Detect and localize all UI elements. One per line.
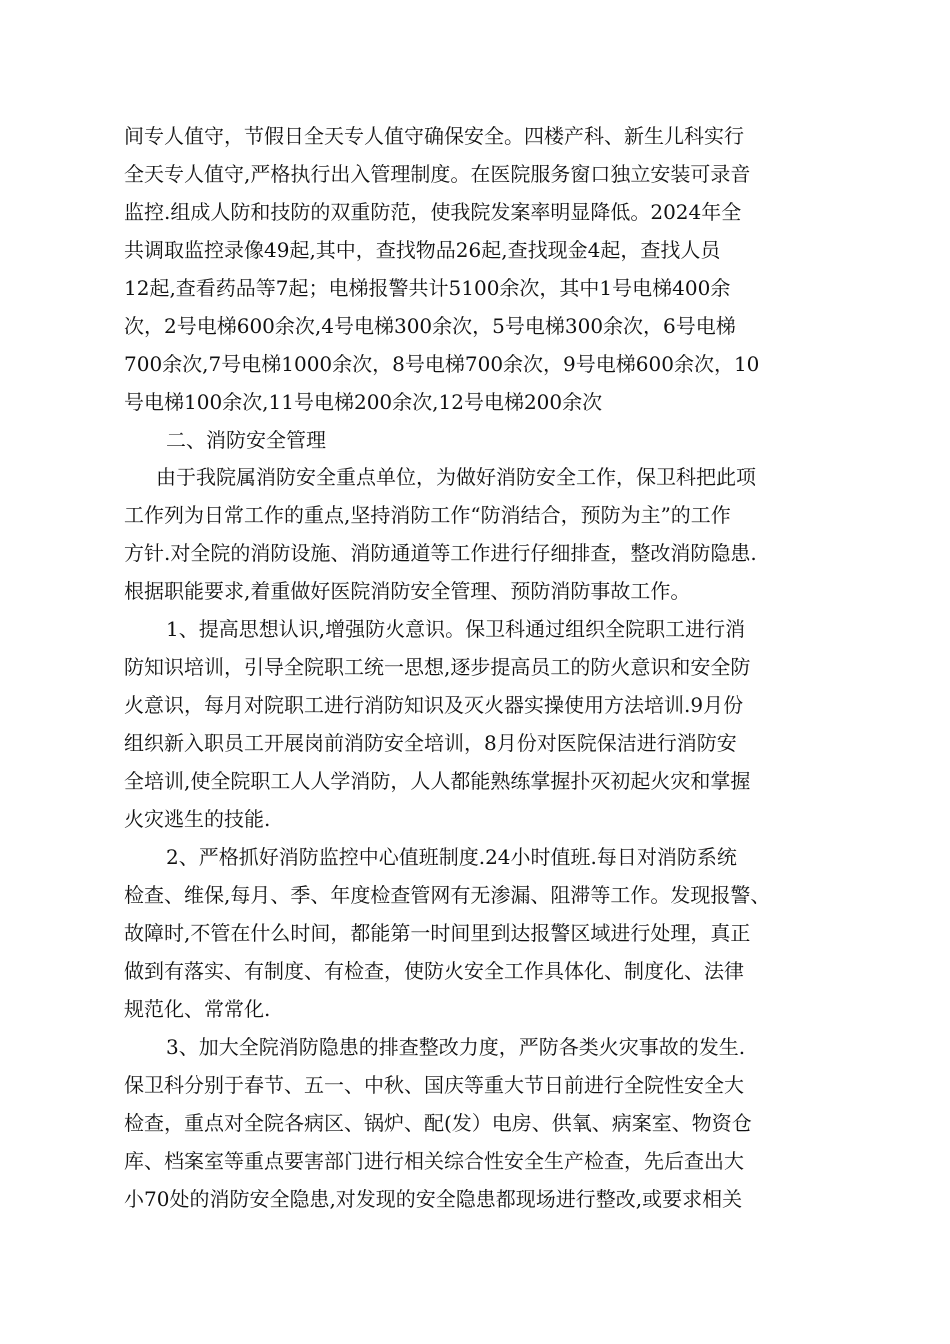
paragraph-line: 由于我院属消防安全重点单位，为做好消防安全工作，保卫科把此项 [156,465,756,489]
paragraph-line: 规范化、常常化. [124,997,271,1021]
paragraph-line: 号电梯100余次,11号电梯200余次,12号电梯200余次 [124,390,603,414]
paragraph-line: 共调取监控录像49起,其中，查找物品26起,查找现金4起，查找人员 [124,238,721,262]
paragraph-line: 根据职能要求,着重做好医院消防安全管理、预防消防事故工作。 [124,579,691,603]
paragraph-line: 火意识，每月对院职工进行消防知识及灭火器实操使用方法培训.9月份 [124,693,744,717]
paragraph-line: 组织新入职员工开展岗前消防安全培训，8月份对医院保洁进行消防安 [124,731,737,755]
paragraph-line: 方针.对全院的消防设施、消防通道等工作进行仔细排查，整改消防隐患. [124,541,757,565]
paragraph-line: 检查、维保,每月、季、年度检查管网有无渗漏、阻滞等工作。发现报警、 [124,883,771,907]
paragraph-line: 工作列为日常工作的重点,坚持消防工作“防消结合，预防为主”的工作 [124,503,731,527]
paragraph-line: 全天专人值守,严格执行出入管理制度。在医院服务窗口独立安装可录音 [124,162,751,186]
paragraph-line: 700余次,7号电梯1000余次，8号电梯700余次，9号电梯600余次，10 [124,352,760,376]
paragraph-line: 次，2号电梯600余次,4号电梯300余次，5号电梯300余次，6号电梯 [124,314,736,338]
paragraph-line: 做到有落实、有制度、有检查，使防火安全工作具体化、制度化、法律 [124,959,744,983]
paragraph-line: 库、档案室等重点要害部门进行相关综合性安全生产检查，先后查出大 [124,1149,744,1173]
list-item-line: 1、提高思想认识,增强防火意识。保卫科通过组织全院职工进行消 [166,617,746,641]
paragraph-line: 保卫科分别于春节、五一、中秋、国庆等重大节日前进行全院性安全大 [124,1073,744,1097]
paragraph-line: 检查，重点对全院各病区、锅炉、配(发）电房、供氧、病案室、物资仓 [124,1111,752,1135]
paragraph-line: 故障时,不管在什么时间，都能第一时间里到达报警区域进行处理，真正 [124,921,751,945]
paragraph-line: 火灾逃生的技能. [124,807,271,831]
paragraph-line: 防知识培训，引导全院职工统一思想,逐步提高员工的防火意识和安全防 [124,655,751,679]
section-heading: 二、消防安全管理 [166,428,326,452]
list-item-line: 3、加大全院消防隐患的排查整改力度，严防各类火灾事故的发生. [166,1035,746,1059]
paragraph-line: 间专人值守，节假日全天专人值守确保安全。四楼产科、新生儿科实行 [124,124,744,148]
paragraph-line: 全培训,使全院职工人人学消防，人人都能熟练掌握扑灭初起火灾和掌握 [124,769,751,793]
paragraph-line: 小70处的消防安全隐患,对发现的安全隐患都现场进行整改,或要求相关 [124,1187,743,1211]
paragraph-line: 12起,查看药品等7起；电梯报警共计5100余次，其中1号电梯400余 [124,276,731,300]
paragraph-line: 监控.组成人防和技防的双重防范，使我院发案率明显降低。2024年全 [124,200,742,224]
list-item-line: 2、严格抓好消防监控中心值班制度.24小时值班.每日对消防系统 [166,845,737,869]
